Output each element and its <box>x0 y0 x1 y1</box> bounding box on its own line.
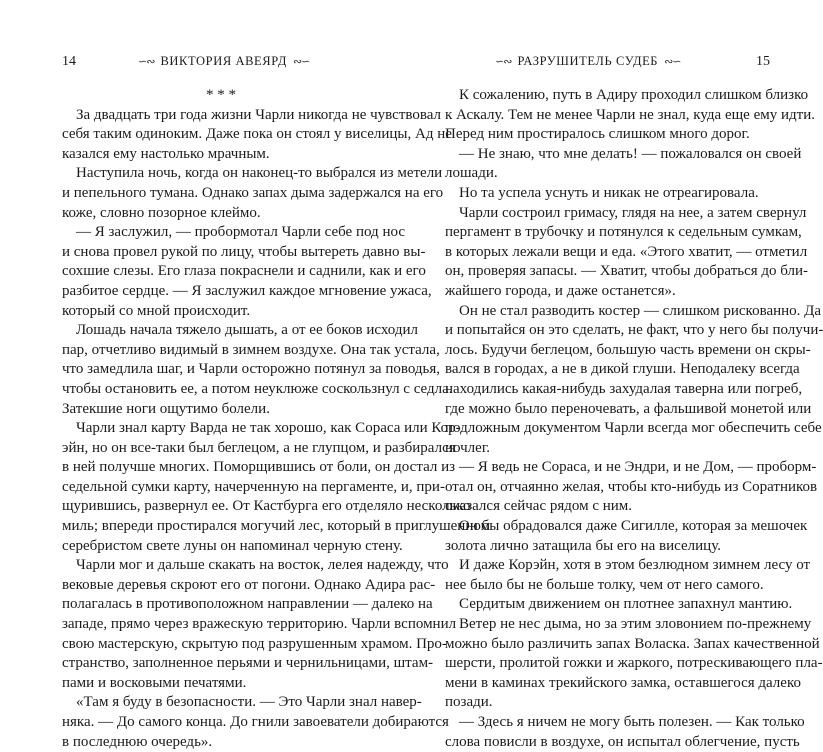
text-line: Чарли состроил гримасу, глядя на нее, а затем свернул <box>459 204 807 221</box>
text-line: и попытайся он это сделать, не факт, что у него бы получи- <box>445 322 823 339</box>
text-line: К сожалению, путь в Адиру проходил слишком близко <box>459 87 809 103</box>
text-line: который со мной происходит. <box>62 302 251 319</box>
body-text <box>445 86 823 752</box>
text-line: Он не стал разводить костер — слишком рискованно. Да <box>459 302 822 319</box>
ornament-icon: ∽∾ <box>138 56 155 68</box>
text-line: в последнюю очередь». <box>62 733 213 750</box>
text-line: Перед ним простиралось слишком много дорог. <box>445 126 750 143</box>
text-line: — Не знаю, что мне делать! — пожаловался он своей <box>459 145 802 162</box>
text-line: щурившись, развернул ее. От Кастбурга его отделяло несколько <box>62 498 471 515</box>
ornament-icon: ∽∾ <box>495 56 512 68</box>
running-head-title: РАЗРУШИТЕЛЬ СУДЕБ <box>517 54 659 68</box>
text-line: казался ему настолько мрачным. <box>62 145 270 162</box>
text-line: полагалась в противоположном направлении — далеко на <box>62 596 433 613</box>
text-line: в ней получше многих. Поморщившись от боли, он достал из <box>62 459 456 476</box>
page-number: 14 <box>62 54 76 69</box>
text-line: подложным документом Чарли всегда мог обеспечить себе <box>445 420 822 437</box>
text-line: серебристом свете луны он напоминал черную стену. <box>62 537 403 554</box>
text-line: И даже Корэйн, хотя в этом безлюдном зимнем лесу от <box>459 557 811 574</box>
text-line: где можно было переночевать, а фальшивой монетой или <box>445 400 812 417</box>
text-line: разбитое сердце. — Я заслужил каждое мгновение ужаса, <box>62 282 432 299</box>
text-line: сохшие слезы. Его глаза покраснели и саднили, как и его <box>62 263 426 280</box>
text-line: вался в городах, а не в дикой глуши. Неподалеку всегда <box>445 361 800 378</box>
text-line: Но та успела уснуть и никак не отреагировала. <box>459 184 759 201</box>
text-line: ночлег. <box>445 439 491 456</box>
text-line: себя таким одиноким. Даже пока он стоял у виселицы, Ад не <box>62 126 452 143</box>
text-line: чтобы остановить ее, а потом неуклюже соскользнул с седла. <box>62 380 453 397</box>
text-line: что замедлила шаг, и Чарли осторожно потянул за поводья, <box>62 361 441 378</box>
running-head-author: ВИКТОРИЯ АВЕЯРД <box>160 54 287 68</box>
text-line: странство, заполненное перьями и чернильницами, штам- <box>62 655 434 672</box>
text-line: седельной сумки карту, начерченную на пергаменте, и, при- <box>62 478 445 495</box>
text-line: Ветер не нес дыма, но за этим зловонием по-прежнему <box>459 616 812 633</box>
text-line: шерсти, пролитой гожки и жаркого, потрескивающего пла- <box>445 655 823 672</box>
text-line: лошади. <box>445 165 498 182</box>
text-line: пар, отчетливо видимый в зимнем воздухе. Она так устала, <box>62 341 440 358</box>
text-line: оказался сейчас рядом с ним. <box>445 498 633 515</box>
text-line: Лошадь начала тяжело дышать, а от ее боков исходил <box>76 322 418 339</box>
text-line: вековые деревья скроют его от погони. Однако Адира рас- <box>62 576 436 593</box>
text-line: позади. <box>445 694 493 711</box>
text-line: свою мастерскую, скрытую под разрушенным храмом. Про- <box>62 635 447 652</box>
text-line: — Я ведь не Сораса, и не Эндри, и не Дом, — проборм- <box>459 459 817 476</box>
text-line: к Аскалу. Тем не менее Чарли не знал, куда еще ему идти. <box>445 106 815 123</box>
text-line: За двадцать три года жизни Чарли никогда не чувствовал <box>76 106 442 123</box>
text-line: миль; впереди простирался могучий лес, который в приглушенном <box>62 518 491 535</box>
text-line: коже, словно позорное клеймо. <box>62 204 261 221</box>
text-line: и пепельного тумана. Однако запах дыма задержался на его <box>62 184 444 201</box>
text-line: Он бы обрадовался даже Сигилле, которая за мешочек <box>459 518 808 535</box>
ornament-icon: ∾∽ <box>664 56 681 68</box>
text-line: лось. Будучи беглецом, большую часть времени он скры- <box>445 341 811 358</box>
text-line: эйн, но он все-таки был беглецом, а не глупцом, и разбирался <box>62 439 456 456</box>
text-line: — Я заслужил, — пробормотал Чарли себе под нос <box>76 224 405 241</box>
running-head <box>138 54 309 69</box>
text-line: он, проверяя запасы. — Хватит, чтобы добраться до бли- <box>445 263 809 280</box>
text-line: находились какая-нибудь захудалая таверна или погреб, <box>445 380 803 397</box>
running-head <box>495 54 681 69</box>
ornament-icon: ∾∽ <box>292 56 310 68</box>
page-number: 15 <box>756 54 770 69</box>
text-line: — Здесь я ничем не могу быть полезен. — Как только <box>459 714 805 730</box>
text-line: няка. — До самого конца. До гнили завоеватели добираются <box>62 714 449 730</box>
text-line: и снова провел рукой по лицу, чтобы вытереть давно вы- <box>62 243 426 260</box>
right-page <box>410 0 823 750</box>
text-line: западе, прямо через вражескую территорию. Чарли вспомнил <box>62 616 457 633</box>
text-line: в которых лежали вещи и еда. «Этого хватит, — отметил <box>445 243 808 260</box>
text-line: нее было бы не больше толку, чем от него самого. <box>445 576 764 593</box>
text-line: жайшего города, и даже останется». <box>445 282 676 299</box>
text-line: * * * <box>206 87 236 103</box>
text-line: можно было различить запах Воласка. Запах качественной <box>445 635 820 652</box>
text-line: пергамент в трубочку и потянулся к седельным сумкам, <box>445 224 802 241</box>
text-line: Сердитым движением он плотнее запахнул мантию. <box>459 596 793 613</box>
text-line: Наступила ночь, когда он наконец-то выбрался из метели <box>76 165 443 182</box>
text-line: Затекшие ноги ощутимо болели. <box>62 400 270 417</box>
text-line: отал он, отчаянно желая, чтобы кто-нибудь из Соратников <box>445 478 818 495</box>
text-line: золота лично затащила бы его на виселицу. <box>445 537 721 554</box>
text-line: «Там я буду в безопасности. — Это Чарли знал навер- <box>76 694 422 711</box>
text-line: мени в каминах трекийского замка, оставшегося далеко <box>445 674 801 691</box>
text-line: пами и восковыми печатями. <box>62 674 247 691</box>
text-line: Чарли знал карту Варда не так хорошо, как Сораса или Кор- <box>76 420 461 437</box>
text-line: слова повисли в воздухе, он испытал облегчение, пусть <box>445 733 800 750</box>
text-line: Чарли мог и дальше скакать на восток, лелея надежду, что <box>76 557 449 574</box>
